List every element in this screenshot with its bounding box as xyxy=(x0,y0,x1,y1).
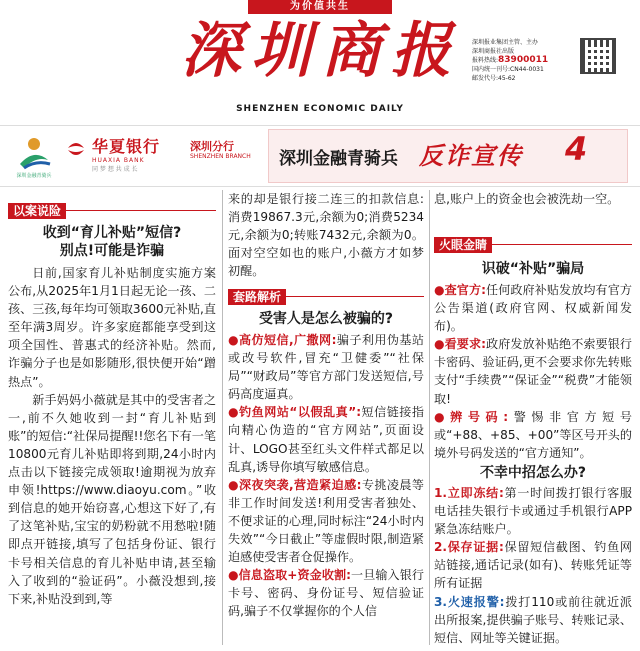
bank-name-english: HUAXIA BANK xyxy=(92,157,145,164)
steps-list xyxy=(434,484,632,647)
article-title xyxy=(8,224,216,260)
item-heading: 钓鱼网站“以假乱真”: xyxy=(239,405,362,420)
campaign-title-box xyxy=(268,129,628,183)
campaign-slogan: 反诈宣传 xyxy=(419,141,523,170)
huaxia-bank-emblem-icon xyxy=(64,136,88,160)
campaign-banner xyxy=(0,125,640,187)
bullet-icon: ● xyxy=(434,409,451,424)
logo-caption: 深圳金融青骑兵 xyxy=(16,173,52,179)
branch-name-english: SHENZHEN BRANCH xyxy=(190,153,251,160)
column-1 xyxy=(8,202,216,220)
section-label-case: 以案说险 xyxy=(8,203,66,219)
bank-name: 华夏银行 xyxy=(92,137,161,156)
cn-number: 国内统一刊号:CN44-0031 xyxy=(472,66,544,73)
hotline-number: 83900011 xyxy=(498,55,549,65)
qr-code-icon xyxy=(580,38,616,74)
publication-info xyxy=(472,38,580,83)
item-heading: 深夜突袭,营造紧迫感: xyxy=(238,477,362,492)
step-heading: 3.火速报警: xyxy=(434,594,505,609)
item-heading: 查官方: xyxy=(444,283,486,297)
section-label-identify: 火眼金睛 xyxy=(434,237,492,253)
item-body: 任何政府补贴发放均有官方公告渠道(政府官网、权威新闻发布)。 xyxy=(434,283,632,334)
list-item xyxy=(434,281,632,335)
list-item xyxy=(228,331,424,403)
publisher-line-2: 深圳商报社出版 xyxy=(472,48,515,55)
bullet-icon: ● xyxy=(228,568,239,583)
paper-name-logo: 深圳商报 xyxy=(181,16,461,86)
item-heading: 高仿短信,广撒网: xyxy=(238,333,337,347)
item-heading: 辨号码: xyxy=(450,409,509,424)
item-body: 专挑凌晨等非工作时间发送!利用受害者独处、不便求证的心理,同时标注“24小时内失效”“今日截止”等虚假时限,制造紧迫感使受害者仓促操作。 xyxy=(228,477,424,565)
item-body: 一旦输入银行卡号、密码、身份证号、短信验证码,骗子不仅掌握你的个人信 xyxy=(228,568,424,619)
postal-code: 邮发代号:45-62 xyxy=(472,75,516,82)
paragraph: 新手妈妈小薇就是其中的受害者之一,前不久她收到一封“育儿补贴到账”的短信:“社保局提醒!!您名下有一笔10800元育儿补贴即将到期,24小时内点击以下链接完成领取!逾期视为放弃申领!https://www.diaoyu.com。”收到信息的她开始窃喜,心想这下好了,有了这笔补贴,宝宝的奶粉就不用愁啦!随即点开链接,填写了包括身份证、银行卡号相关信息的育儿补贴申请,甚至输入了收到的“验证码”。小薇没想到,接下来,补贴没到到,等 xyxy=(8,392,216,606)
campaign-title: 深圳金融青骑兵 xyxy=(279,149,398,169)
step-body: 保留短信截图、钓鱼网站链接,通话记录(如有)、转账凭证等所有证据 xyxy=(434,540,632,591)
branch-name: 深圳分行 xyxy=(190,140,234,153)
item-body: 警惕非官方短号或“+88、+85、+00”等区号开头的境外号码发送的“官方通知”。 xyxy=(434,409,632,460)
step-body: 第一时间拨打银行客服电话挂失银行卡或通过手机银行APP紧急冻结账户。 xyxy=(434,486,632,537)
list-item xyxy=(434,335,632,407)
list-item xyxy=(228,566,424,620)
list-item xyxy=(434,408,632,462)
slogan-bar: 为价值共生 xyxy=(248,0,392,14)
column-1-body xyxy=(8,264,216,608)
list-item xyxy=(434,538,632,592)
tips-list xyxy=(434,281,632,462)
column-divider xyxy=(222,190,223,645)
article-title-line-1: 收到“育儿补贴”短信? xyxy=(42,225,182,241)
section-label-wrap xyxy=(228,288,424,306)
bullet-icon: ● xyxy=(228,333,239,347)
bank-tagline: 同 梦 想 共 成 长 xyxy=(92,166,138,173)
tactics-list xyxy=(228,331,424,621)
section-title: 不幸中招怎么办? xyxy=(479,465,587,481)
bullet-icon: ● xyxy=(434,283,445,297)
bullet-icon: ● xyxy=(228,405,240,420)
section-label-analysis: 套路解析 xyxy=(228,289,286,305)
item-body: 政府发放补贴绝不索要银行卡密码、验证码,更不会要求你先转账支付“手续费”“保证金”“税费”才能领取! xyxy=(434,337,632,406)
youth-cavalry-logo-icon xyxy=(10,130,58,180)
paragraph: 来的却是银行接二连三的扣款信息:消费19867.3元,余额为0;消费5234元,余额为0;转账7432元,余额为0。面对空空如也的账户,小薇方才如梦初醒。 xyxy=(228,192,424,279)
list-item xyxy=(434,484,632,538)
section-label-wrap xyxy=(434,236,632,254)
hotline-label: 报料热线: xyxy=(472,57,499,64)
bank-logo xyxy=(92,134,160,173)
bullet-icon: ● xyxy=(434,337,445,352)
campaign-issue-number: 4 xyxy=(565,130,588,168)
list-item xyxy=(228,403,424,475)
column-divider xyxy=(429,190,430,645)
item-body: 短信链接指向精心伪造的“官方网站”,页面设计、LOGO甚至红头文件样式都足以乱真,诱导你填写敏感信息。 xyxy=(228,405,424,474)
section-title: 识破“补贴”骗局 xyxy=(481,261,585,277)
item-heading: 看要求: xyxy=(444,337,486,352)
item-body: 骗子利用伪基站或改号软件,冒充“卫健委”“社保局”“财政局”等官方部门发送短信,号码高度逼真。 xyxy=(228,333,424,402)
paragraph: 息,账户上的资金也会被洗劫一空。 xyxy=(434,192,620,206)
paper-name-english: SHENZHEN ECONOMIC DAILY xyxy=(236,104,404,114)
bullet-icon: ● xyxy=(228,477,239,492)
paragraph: 日前,国家育儿补贴制度实施方案公布,从2025年1月1日起无论一孩、二孩、三孩,每年均可领取3600元补贴,直至年满3周岁。许多家庭都能享受到这项全国性、普惠式的经济补贴。然而,诈骗分子也是如影随形,很快便开始“蹭热点”。 xyxy=(8,266,216,389)
list-item xyxy=(434,593,632,647)
step-body: 拨打110或前往就近派出所报案,提供骗子账号、转账记录、短信、网址等关键证据。 xyxy=(434,594,632,645)
publisher-line-1: 深圳报业集团主管、主办 xyxy=(472,39,539,46)
column-2 xyxy=(228,190,424,280)
list-item xyxy=(228,476,424,566)
item-heading: 信息盗取+资金收割: xyxy=(238,568,351,583)
step-heading: 1.立即冻结: xyxy=(434,486,504,500)
article-title-line-2: 别点!可能是诈骗 xyxy=(59,243,165,259)
section-title: 受害人是怎么被骗的? xyxy=(258,311,394,327)
column-3 xyxy=(434,190,632,208)
masthead xyxy=(0,0,640,125)
step-heading: 2.保存证据: xyxy=(434,540,504,555)
